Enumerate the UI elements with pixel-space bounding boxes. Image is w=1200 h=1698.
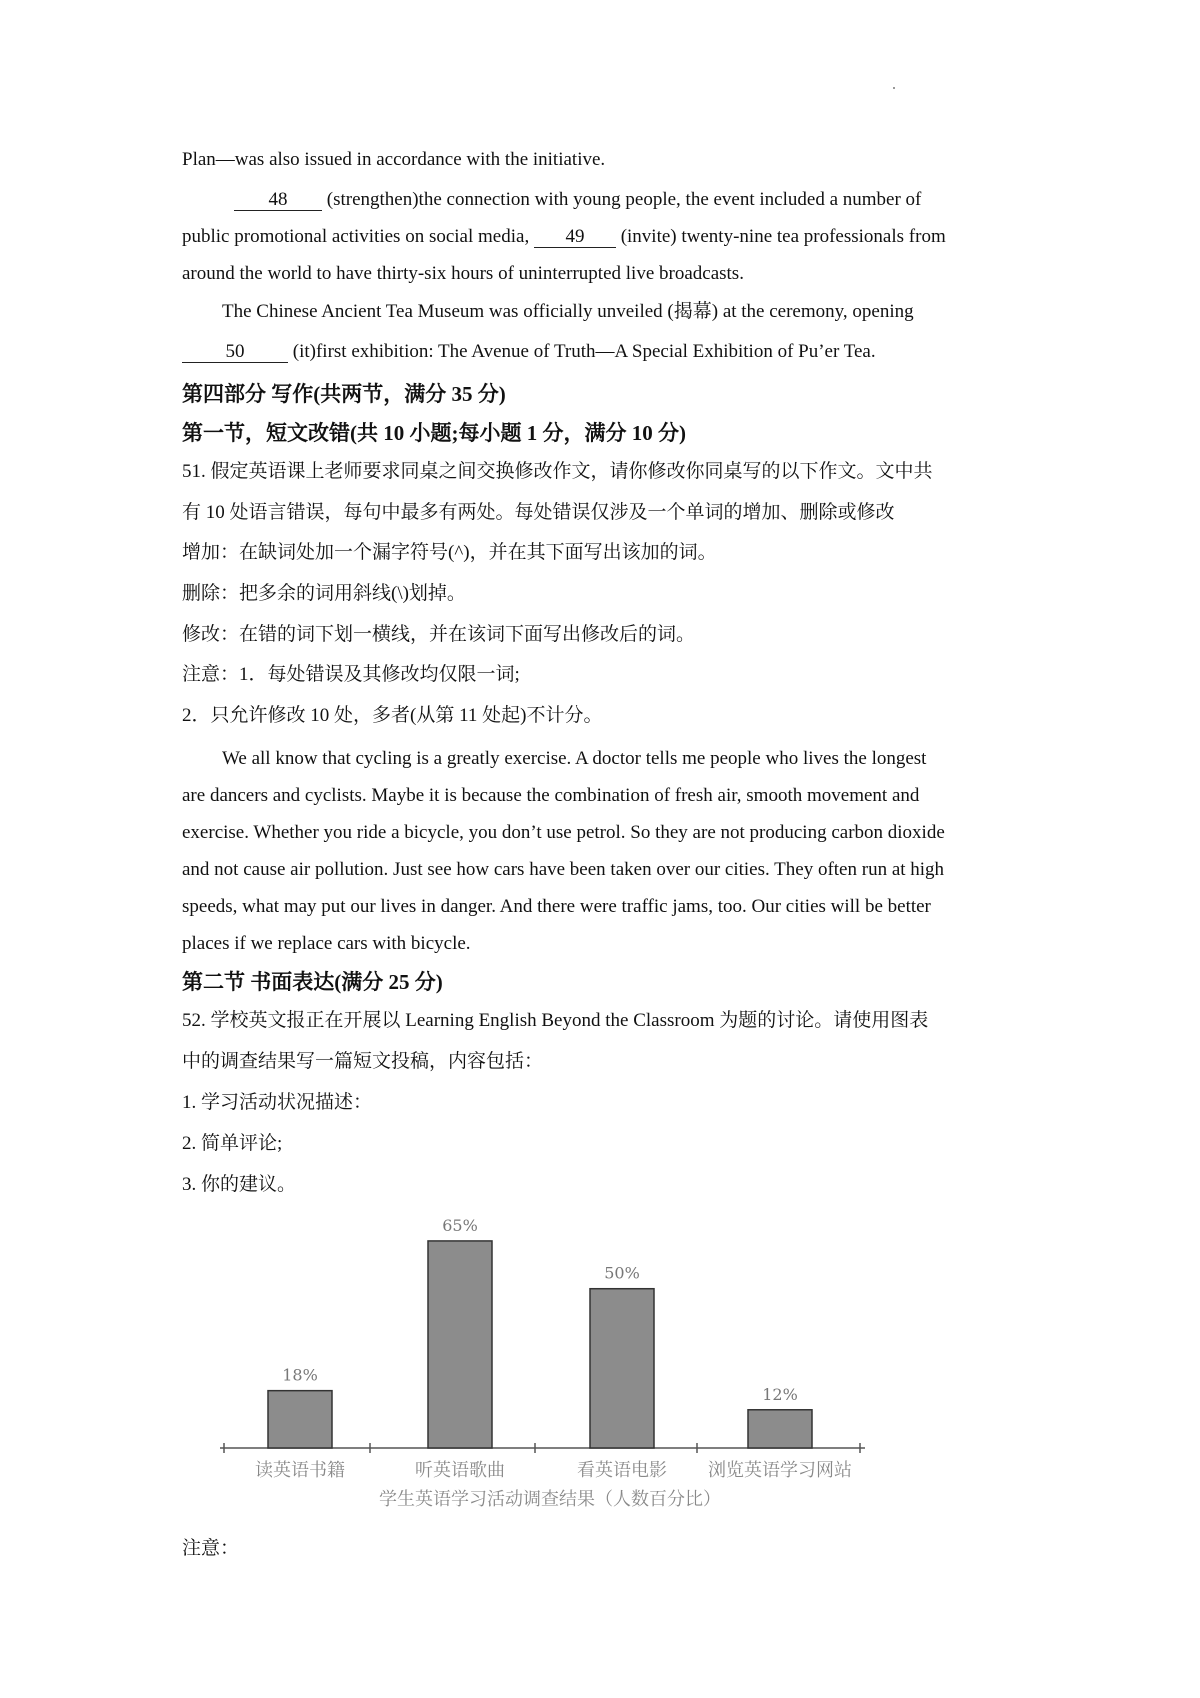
q51-instruction: 有 10 处语言错误，每句中最多有两处。每处错误仅涉及一个单词的增加、删除或修改: [182, 502, 895, 523]
essay-line: and not cause air pollution. Just see how cars have been taken over our cities. They often run at high: [182, 859, 945, 880]
chart-caption: 学生英语学习活动调查结果（人数百分比）: [379, 1489, 721, 1510]
content-item-1: 1. 学习活动状况描述：: [182, 1092, 373, 1113]
passage-line: The Chinese Ancient Tea Museum was officially unveiled (揭幕) at the ceremony, opening: [222, 301, 914, 322]
blank-50-hint: (it)first exhibition: The Avenue of Truth—A Special Exhibition of Pu’er Tea.: [292, 341, 876, 362]
essay-line: places if we replace cars with bicycle.: [182, 933, 471, 954]
part4-heading: 第四部分 写作(共两节，满分 35 分): [182, 382, 506, 406]
section2-heading: 第二节 书面表达(满分 25 分): [182, 970, 443, 994]
scan-speck: [893, 87, 895, 89]
essay-line: exercise. Whether you ride a bicycle, you don’t use petrol. So they are not producing carbon dioxide: [182, 822, 945, 843]
bar-value-label: 65%: [442, 1215, 478, 1235]
note-1: 注意：1．每处错误及其修改均仅限一词;: [182, 664, 520, 685]
passage-line-48: [234, 188, 1080, 212]
content-item-3: 3. 你的建议。: [182, 1174, 297, 1195]
q51-instruction: 51. 假定英语课上老师要求同桌之间交换修改作文，请你修改你同桌写的以下作文。文中共: [182, 461, 933, 482]
category-label: 听英语歌曲: [415, 1460, 505, 1481]
bar: [428, 1241, 492, 1448]
bar-value-label: 50%: [604, 1263, 640, 1283]
category-label: 读英语书籍: [255, 1460, 345, 1481]
passage-line: around the world to have thirty-six hours of uninterrupted live broadcasts.: [182, 263, 744, 284]
passage-line-49: [182, 225, 1028, 249]
q52-instruction: 52. 学校英文报正在开展以 Learning English Beyond the Classroom 为题的讨论。请使用图表: [182, 1010, 929, 1031]
note-2: 2．只允许修改 10 处，多者(从第 11 处起)不计分。: [182, 705, 603, 726]
passage-line-50: [182, 340, 1028, 364]
passage-line: Plan—was also issued in accordance with the initiative.: [182, 149, 606, 170]
modify-instruction: 修改：在错的词下划一横线，并在该词下面写出修改后的词。: [182, 624, 696, 645]
bar: [268, 1391, 332, 1448]
note-final: 注意：: [182, 1538, 240, 1559]
section1-heading: 第一节，短文改错(共 10 小题;每小题 1 分，满分 10 分): [182, 421, 686, 445]
survey-bar-chart: [210, 1205, 870, 1515]
blank-49: 49: [534, 227, 616, 248]
essay-line: We all know that cycling is a greatly exercise. A doctor tells me people who lives the longest: [222, 748, 927, 769]
bar: [748, 1410, 812, 1448]
blank-50: 50: [182, 342, 288, 363]
add-instruction: 增加：在缺词处加一个漏字符号(^)，并在其下面写出该加的词。: [182, 542, 717, 563]
bar-value-label: 12%: [762, 1384, 798, 1404]
blank-48: 48: [234, 190, 322, 211]
essay-line: speeds, what may put our lives in danger. And there were traffic jams, too. Our cities will be better: [182, 896, 931, 917]
passage-text: public promotional activities on social media,: [182, 226, 530, 247]
blank-49-hint: (invite) twenty-nine tea professionals from: [620, 226, 946, 247]
blank-48-hint: (strengthen)the connection with young people, the event included a number of: [326, 189, 922, 210]
bar-value-label: 18%: [282, 1365, 318, 1385]
category-label: 浏览英语学习网站: [708, 1460, 852, 1481]
q52-instruction: 中的调查结果写一篇短文投稿，内容包括：: [182, 1051, 544, 1072]
delete-instruction: 删除：把多余的词用斜线(\)划掉。: [182, 583, 466, 604]
bar: [590, 1289, 654, 1448]
essay-line: are dancers and cyclists. Maybe it is because the combination of fresh air, smooth movement and: [182, 785, 920, 806]
content-item-2: 2. 简单评论;: [182, 1133, 283, 1154]
category-label: 看英语电影: [577, 1460, 667, 1481]
